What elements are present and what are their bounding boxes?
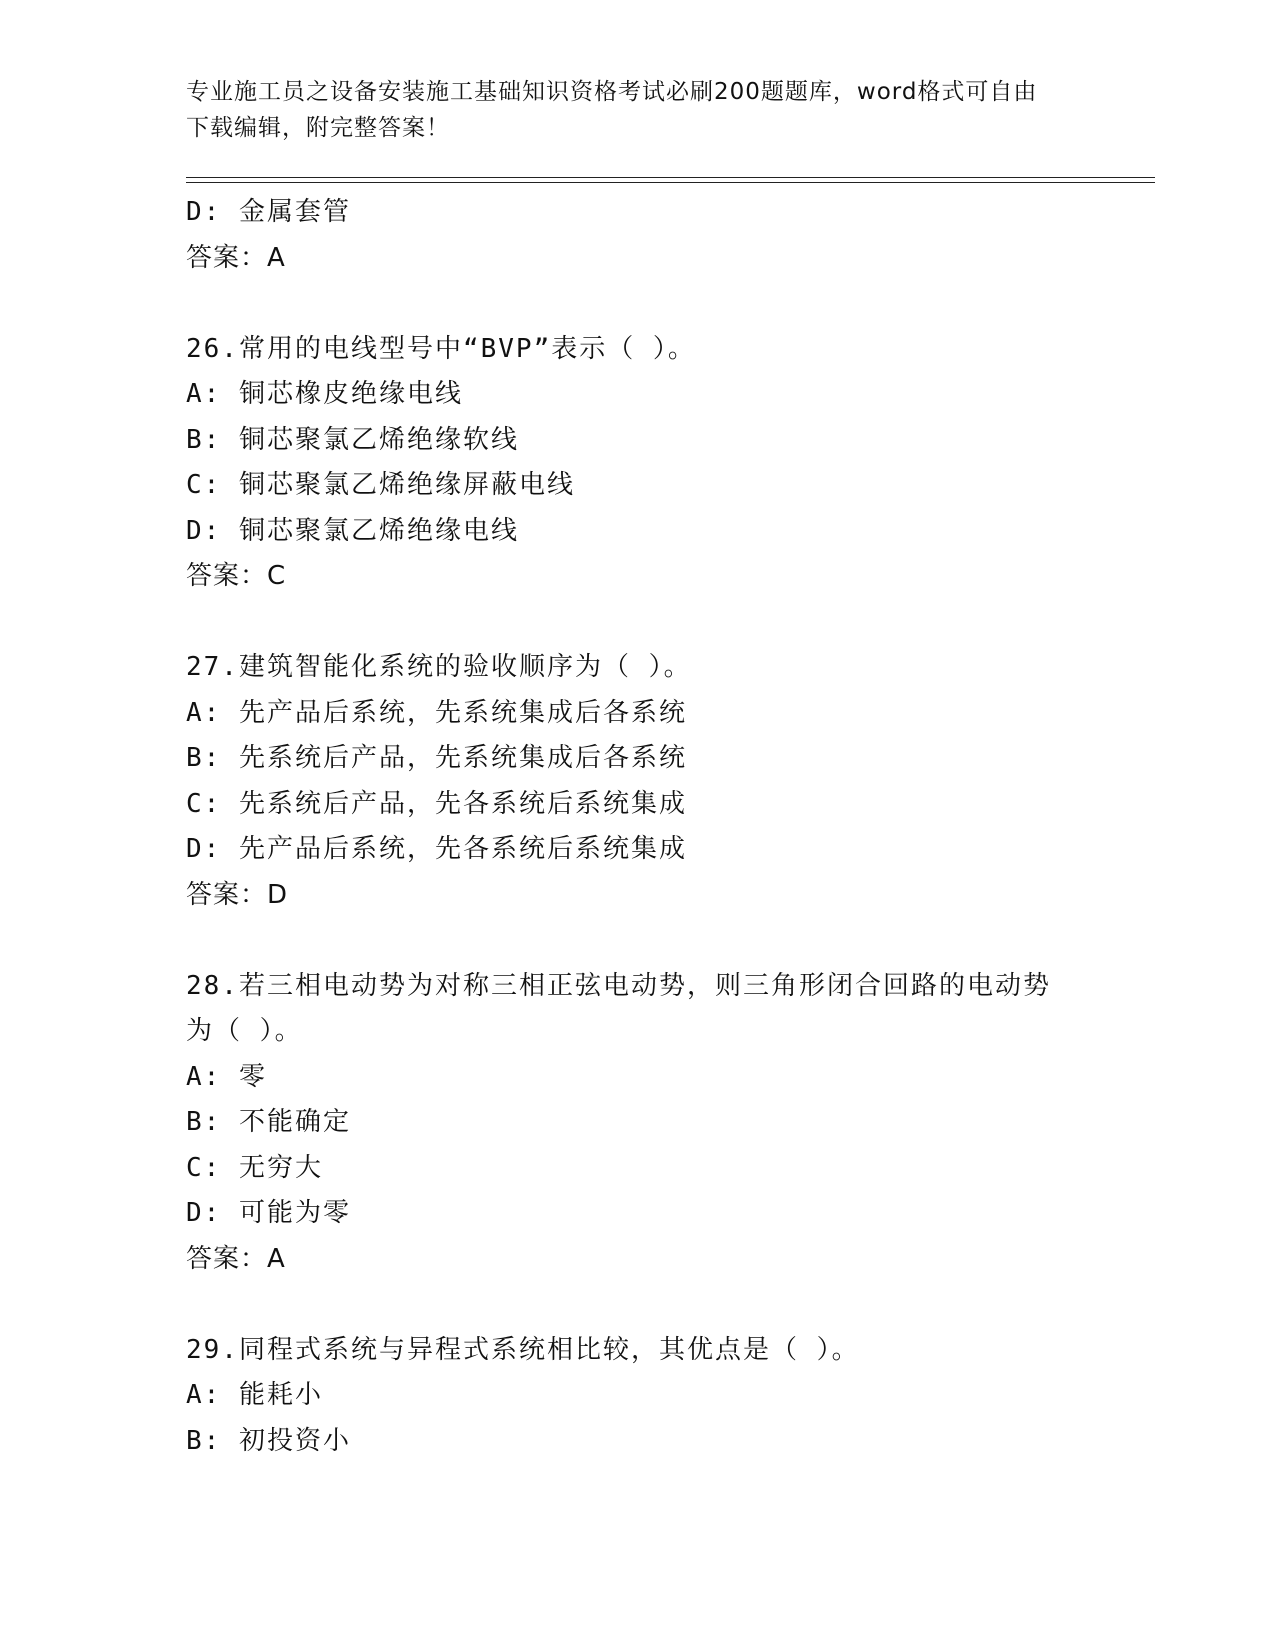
question-26-answer: 答案：C xyxy=(186,561,287,591)
question-27-stem: 27.建筑智能化系统的验收顺序为（ ）。 xyxy=(186,652,692,682)
question-29-option-b: B: 初投资小 xyxy=(186,1425,351,1456)
prev-answer: 答案：A xyxy=(186,242,286,273)
spacer xyxy=(186,918,1106,964)
header-line-2: 下载编辑，附完整答案！ xyxy=(186,115,450,141)
question-28-option-a: A: 零 xyxy=(186,1061,267,1092)
question-27-option-c: C: 先系统后产品，先各系统后系统集成 xyxy=(186,788,687,819)
question-26-stem: 26.常用的电线型号中“BVP”表示（ ）。 xyxy=(186,333,696,364)
question-26-option-c: C: 铜芯聚氯乙烯绝缘屏蔽电线 xyxy=(186,470,575,500)
question-29-stem: 29.同程式系统与异程式系统相比较，其优点是（ ）。 xyxy=(186,1334,860,1365)
question-28-option-b: B: 不能确定 xyxy=(186,1107,351,1137)
question-29-option-a: A: 能耗小 xyxy=(186,1380,323,1410)
question-27-option-b: B: 先系统后产品，先系统集成后各系统 xyxy=(186,743,687,773)
question-26-option-d: D: 铜芯聚氯乙烯绝缘电线 xyxy=(186,515,519,546)
question-28-option-d: D: 可能为零 xyxy=(186,1198,351,1228)
header-line-1: 专业施工员之设备安装施工基础知识资格考试必刷200题题库，word格式可自由 xyxy=(186,79,1038,105)
spacer xyxy=(186,600,1106,646)
prev-option-d: D: 金属套管 xyxy=(186,197,351,227)
question-27-answer: 答案：D xyxy=(186,879,289,910)
question-26-option-b: B: 铜芯聚氯乙烯绝缘软线 xyxy=(186,424,519,455)
spacer xyxy=(186,1282,1106,1328)
question-26-option-a: A: 铜芯橡皮绝缘电线 xyxy=(186,379,463,409)
question-28-stem-line-1: 28.若三相电动势为对称三相正弦电动势，则三角形闭合回路的电动势 xyxy=(186,970,1051,1001)
document-header xyxy=(186,74,1086,146)
spacer xyxy=(186,281,1106,327)
header-divider-bottom xyxy=(186,182,1155,183)
question-27-option-d: D: 先产品后系统，先各系统后系统集成 xyxy=(186,834,687,864)
question-27-option-a: A: 先产品后系统，先系统集成后各系统 xyxy=(186,697,687,728)
header-divider-top xyxy=(186,177,1155,178)
question-28-stem-line-2: 为（ ）。 xyxy=(186,1016,303,1046)
question-28-option-c: C: 无穷大 xyxy=(186,1152,323,1183)
question-list xyxy=(186,190,1106,1464)
question-28-answer: 答案：A xyxy=(186,1243,286,1274)
